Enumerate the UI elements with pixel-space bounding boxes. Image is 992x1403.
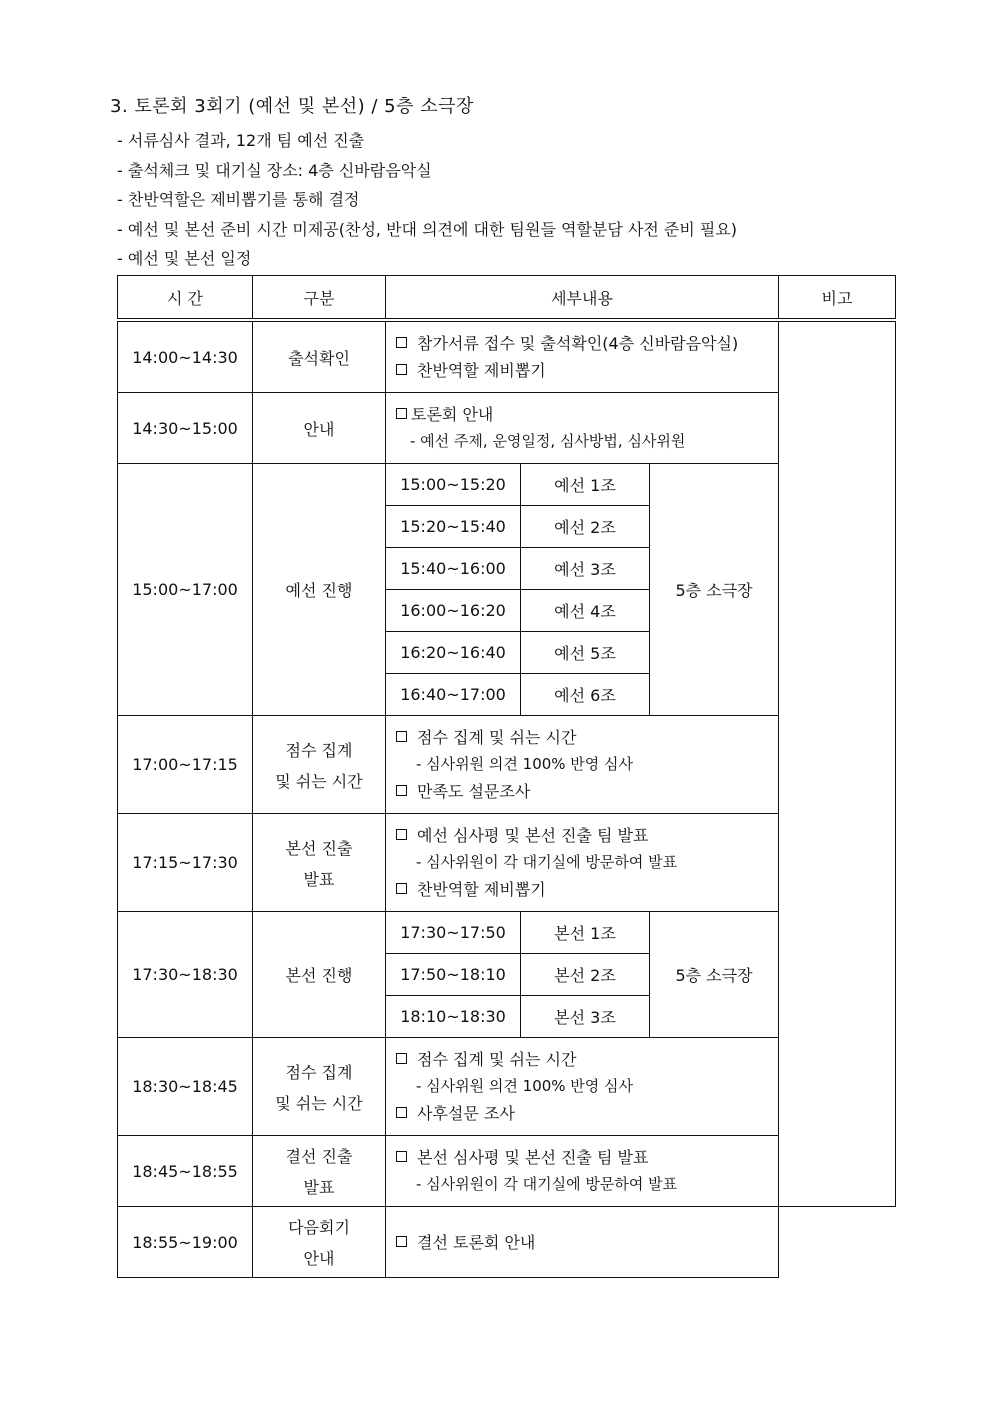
detail-text: 찬반역할 제비뽑기 <box>417 361 546 380</box>
square-bullet-icon <box>396 408 407 419</box>
detail-text: 예선 심사평 및 본선 진출 팀 발표 <box>417 826 649 845</box>
header-details: 세부내용 <box>386 276 779 321</box>
bullet-item: - 서류심사 결과, 12개 팀 예선 진출 <box>117 131 365 150</box>
category-line: 본선 진출 <box>285 838 353 858</box>
session-group: 예선 1조 <box>521 464 650 506</box>
detail-text: 만족도 설문조사 <box>417 782 531 801</box>
session-time: 15:40~16:00 <box>386 548 521 590</box>
detail-text: 사후설문 조사 <box>417 1104 515 1123</box>
session-time: 15:20~15:40 <box>386 506 521 548</box>
header-category: 구분 <box>253 276 386 321</box>
square-bullet-icon <box>396 883 407 894</box>
category-line: 및 쉬는 시간 <box>275 1093 363 1113</box>
details-cell <box>386 1038 779 1136</box>
time-cell: 18:30~18:45 <box>118 1038 253 1136</box>
detail-text: 토론회 안내 <box>411 405 494 424</box>
square-bullet-icon <box>396 1236 407 1247</box>
session-time: 16:20~16:40 <box>386 632 521 674</box>
session-time: 16:40~17:00 <box>386 674 521 716</box>
session-group: 예선 3조 <box>521 548 650 590</box>
detail-text: 본선 심사평 및 본선 진출 팀 발표 <box>417 1148 649 1167</box>
category-line: 다음회기 <box>288 1218 350 1237</box>
session-place: 5층 소극장 <box>650 912 779 1038</box>
category-line: 안내 <box>303 1249 335 1268</box>
detail-subtext: - 심사위원이 각 대기실에 방문하여 발표 <box>416 1175 678 1193</box>
bullet-item: - 출석체크 및 대기실 장소: 4층 신바람음악실 <box>117 160 432 180</box>
square-bullet-icon <box>396 364 407 375</box>
bullet-list <box>117 126 737 274</box>
category-cell: 본선 진행 <box>253 912 386 1038</box>
category-cell <box>253 1038 386 1136</box>
detail-subtext: - 예선 주제, 운영일정, 심사방법, 심사위원 <box>410 432 686 450</box>
details-cell <box>386 716 779 814</box>
details-cell <box>386 393 779 464</box>
section-heading: 3. 토론회 3회기 (예선 및 본선) / 5층 소극장 <box>110 96 474 117</box>
time-cell: 17:15~17:30 <box>118 814 253 912</box>
session-group: 본선 2조 <box>521 954 650 996</box>
session-group: 본선 3조 <box>521 996 650 1038</box>
note-cell <box>779 320 896 1207</box>
square-bullet-icon <box>396 337 407 348</box>
category-cell: 예선 진행 <box>253 464 386 716</box>
bullet-item: - 찬반역할은 제비뽑기를 통해 결정 <box>117 190 360 209</box>
square-bullet-icon <box>396 785 407 796</box>
category-line: 및 쉬는 시간 <box>275 771 363 791</box>
session-time: 17:30~17:50 <box>386 912 521 954</box>
detail-text: 참가서류 접수 및 출석확인(4층 신바람음악실) <box>417 334 739 353</box>
table-row <box>118 1207 896 1278</box>
time-cell: 18:45~18:55 <box>118 1136 253 1207</box>
category-line: 점수 집계 <box>285 1062 353 1082</box>
session-time: 16:00~16:20 <box>386 590 521 632</box>
session-group: 예선 6조 <box>521 674 650 716</box>
header-time: 시 간 <box>118 276 253 321</box>
detail-text: 점수 집계 및 쉬는 시간 <box>417 1050 577 1069</box>
bullet-item: - 예선 및 본선 일정 <box>117 249 252 268</box>
detail-subtext: - 심사위원 의견 100% 반영 심사 <box>416 1077 634 1095</box>
time-cell: 15:00~17:00 <box>118 464 253 716</box>
header-note: 비고 <box>779 276 896 321</box>
category-cell <box>253 1207 386 1278</box>
category-cell: 안내 <box>253 393 386 464</box>
time-cell: 17:30~18:30 <box>118 912 253 1038</box>
time-cell: 14:00~14:30 <box>118 320 253 393</box>
detail-text: 찬반역할 제비뽑기 <box>417 880 546 899</box>
detail-text: 결선 토론회 안내 <box>417 1232 536 1252</box>
detail-subtext: - 심사위원이 각 대기실에 방문하여 발표 <box>416 853 678 871</box>
session-group: 예선 5조 <box>521 632 650 674</box>
category-cell <box>253 814 386 912</box>
time-cell: 17:00~17:15 <box>118 716 253 814</box>
session-time: 18:10~18:30 <box>386 996 521 1038</box>
session-time: 15:00~15:20 <box>386 464 521 506</box>
square-bullet-icon <box>396 731 407 742</box>
session-time: 17:50~18:10 <box>386 954 521 996</box>
table-header-row <box>118 276 896 321</box>
details-cell <box>386 1207 779 1278</box>
detail-text: 점수 집계 및 쉬는 시간 <box>417 728 577 747</box>
session-place: 5층 소극장 <box>650 464 779 716</box>
details-cell <box>386 814 779 912</box>
square-bullet-icon <box>396 1053 407 1064</box>
session-group: 예선 4조 <box>521 590 650 632</box>
square-bullet-icon <box>396 1107 407 1118</box>
category-line: 발표 <box>303 869 335 889</box>
details-cell <box>386 1136 779 1207</box>
category-cell <box>253 716 386 814</box>
details-cell <box>386 320 779 393</box>
session-group: 예선 2조 <box>521 506 650 548</box>
session-group: 본선 1조 <box>521 912 650 954</box>
category-line: 발표 <box>303 1178 335 1197</box>
square-bullet-icon <box>396 1151 407 1162</box>
bullet-item: - 예선 및 본선 준비 시간 미제공(찬성, 반대 의견에 대한 팀원들 역할분담 사전 준비 필요) <box>117 219 738 239</box>
time-cell: 18:55~19:00 <box>118 1207 253 1278</box>
category-cell <box>253 1136 386 1207</box>
detail-subtext: - 심사위원 의견 100% 반영 심사 <box>416 755 634 773</box>
square-bullet-icon <box>396 829 407 840</box>
category-line: 점수 집계 <box>285 740 353 760</box>
schedule-table <box>117 275 896 1278</box>
time-cell: 14:30~15:00 <box>118 393 253 464</box>
category-cell: 출석확인 <box>253 320 386 393</box>
table-row <box>118 320 896 393</box>
category-line: 결선 진출 <box>285 1147 353 1166</box>
